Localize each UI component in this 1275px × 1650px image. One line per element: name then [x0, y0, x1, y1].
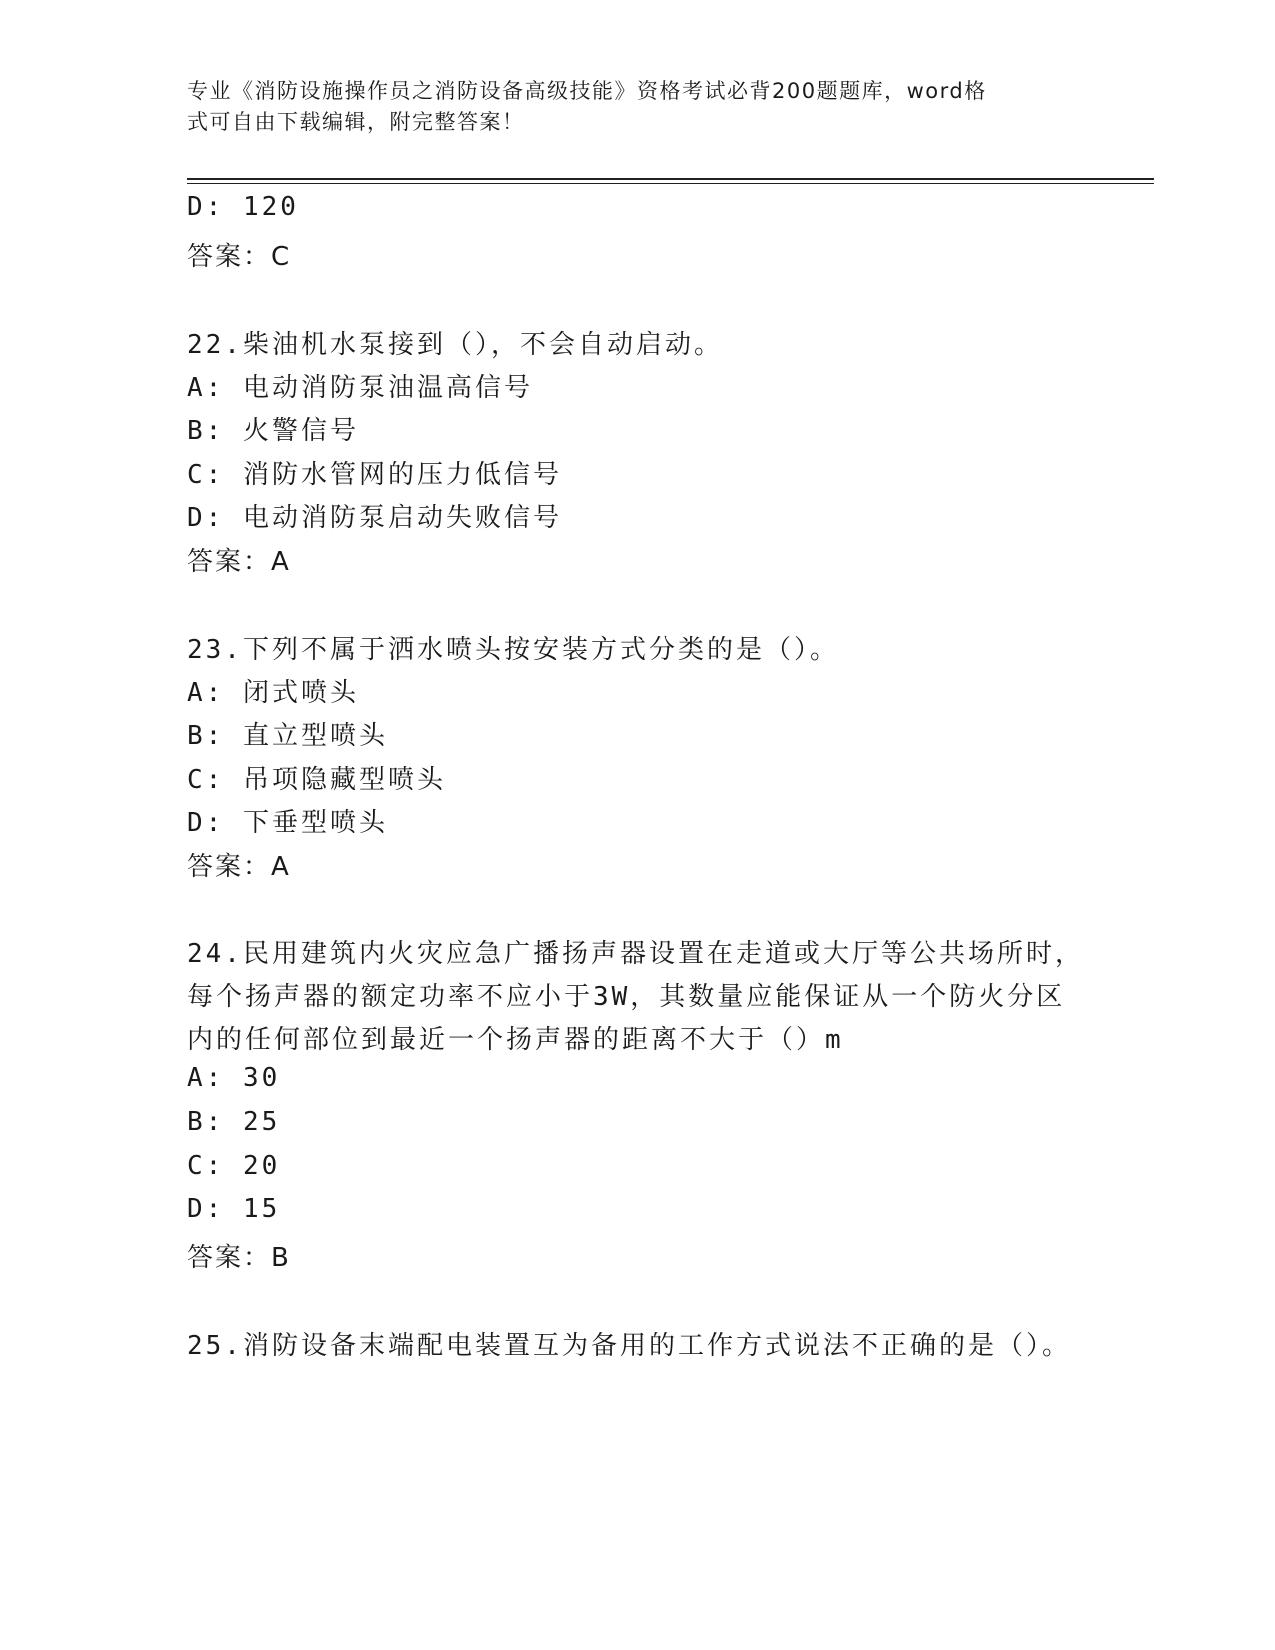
q22-option-b: B: 火警信号 — [187, 416, 359, 446]
q23-option-b: B: 直立型喷头 — [187, 721, 388, 751]
header-divider-thin — [187, 183, 1154, 184]
header-line-1: 专业《消防设施操作员之消防设备高级技能》资格考试必背200题题库，word格 — [187, 79, 987, 103]
q24-option-a: A: 30 — [187, 1063, 281, 1093]
header-line-2: 式可自由下载编辑，附完整答案！ — [187, 110, 525, 134]
q22-option-a: A: 电动消防泵油温高信号 — [187, 373, 533, 403]
q22-stem: 22.柴油机水泵接到（），不会自动启动。 — [187, 330, 723, 360]
q24-stem-line-2: 每个扬声器的额定功率不应小于3W，其数量应能保证从一个防火分区 — [187, 982, 1066, 1012]
q23-option-d: D: 下垂型喷头 — [187, 808, 388, 838]
q24-option-d: D: 15 — [187, 1194, 281, 1224]
document-header — [187, 76, 1067, 138]
q22-option-d: D: 电动消防泵启动失败信号 — [187, 503, 562, 533]
q22-answer: 答案：A — [187, 547, 291, 577]
q25-stem: 25.消防设备末端配电装置互为备用的工作方式说法不正确的是（）。 — [187, 1331, 1071, 1361]
q24-stem-line-3: 内的任何部位到最近一个扬声器的距离不大于（）m — [187, 1025, 844, 1055]
header-divider-thick — [187, 178, 1154, 180]
q24-option-c: C: 20 — [187, 1151, 281, 1181]
q24-option-b: B: 25 — [187, 1107, 281, 1137]
prev-answer: 答案：C — [187, 242, 292, 272]
q23-stem: 23.下列不属于洒水喷头按安装方式分类的是（）。 — [187, 635, 839, 665]
q24-stem-line-1: 24.民用建筑内火灾应急广播扬声器设置在走道或大厅等公共场所时， — [187, 939, 1084, 969]
q24-answer: 答案：B — [187, 1243, 291, 1273]
prev-option-d: D: 120 — [187, 192, 299, 222]
q23-answer: 答案：A — [187, 852, 291, 882]
q22-option-c: C: 消防水管网的压力低信号 — [187, 460, 562, 490]
q23-option-c: C: 吊项隐藏型喷头 — [187, 765, 446, 795]
q23-option-a: A: 闭式喷头 — [187, 678, 359, 708]
